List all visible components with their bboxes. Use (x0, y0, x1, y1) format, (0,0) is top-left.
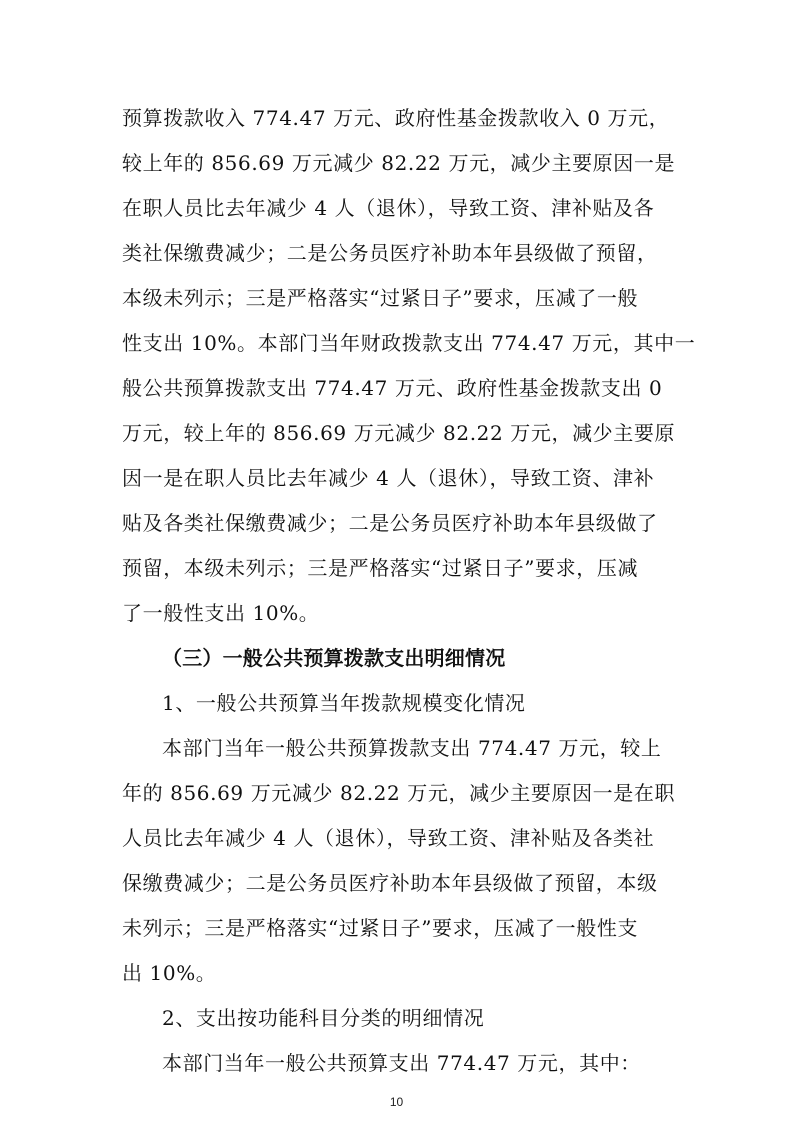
text-line: 年的 856.69 万元减少 82.22 万元，减少主要原因一是在职 (122, 781, 676, 805)
text-line: 保缴费减少；二是公务员医疗补助本年县级做了预留，本级 (122, 871, 658, 895)
text-line: 性支出 10%。本部门当年财政拨款支出 774.47 万元，其中一 (122, 331, 696, 355)
subsection-title: 1、一般公共预算当年拨款规模变化情况 (162, 691, 526, 715)
text-line: 出 10%。 (122, 961, 217, 985)
page-number: 10 (389, 1095, 404, 1109)
text-line: 本部门当年一般公共预算拨款支出 774.47 万元，较上 (162, 736, 662, 760)
text-line: 人员比去年减少 4 人（退休），导致工资、津补贴及各类社 (122, 826, 655, 850)
text-line: 在职人员比去年减少 4 人（退休），导致工资、津补贴及各 (122, 196, 655, 220)
text-line: 预算拨款收入 774.47 万元、政府性基金拨款收入 0 万元， (122, 106, 670, 130)
section-heading: （三）一般公共预算拨款支出明细情况 (162, 646, 506, 670)
text-line: 因一是在职人员比去年减少 4 人（退休），导致工资、津补 (122, 466, 655, 490)
text-line: 预留，本级未列示；三是严格落实“过紧日子”要求，压减 (122, 556, 639, 580)
text-line: 本级未列示；三是严格落实“过紧日子”要求，压减了一般 (122, 286, 639, 310)
text-line: 万元，较上年的 856.69 万元减少 82.22 万元，减少主要原 (122, 421, 676, 445)
text-line: 较上年的 856.69 万元减少 82.22 万元，减少主要原因一是 (122, 151, 676, 175)
text-line: 本部门当年一般公共预算支出 774.47 万元，其中： (162, 1051, 641, 1075)
subsection-title: 2、支出按功能科目分类的明细情况 (162, 1006, 485, 1030)
text-line: 未列示；三是严格落实“过紧日子”要求，压减了一般性支 (122, 916, 639, 940)
text-line: 了一般性支出 10%。 (122, 601, 320, 625)
text-line: 贴及各类社保缴费减少；二是公务员医疗补助本年县级做了 (122, 511, 658, 535)
text-line: 类社保缴费减少；二是公务员医疗补助本年县级做了预留， (122, 241, 658, 265)
text-line: 般公共预算拨款支出 774.47 万元、政府性基金拨款支出 0 (122, 376, 663, 400)
